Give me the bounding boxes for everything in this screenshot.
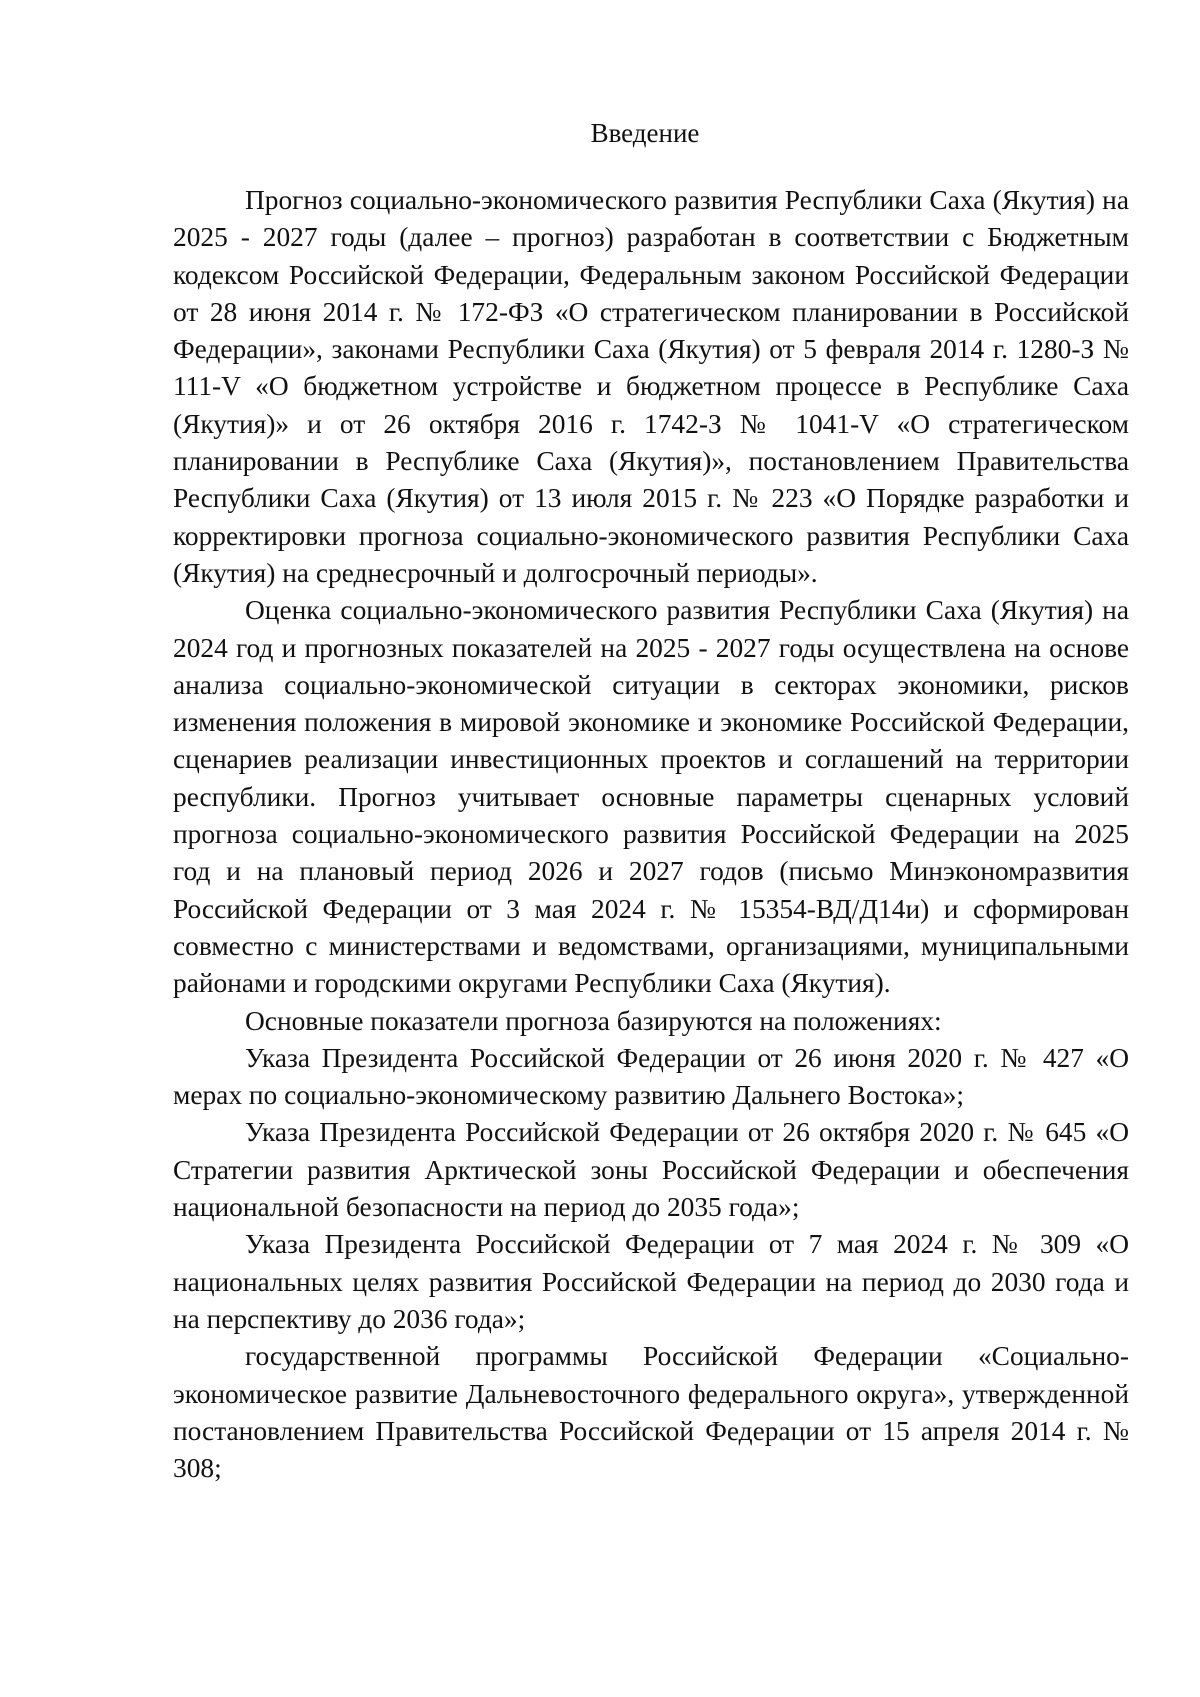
paragraph-assessment: Оценка социально-экономического развития Республики Саха (Якутия) на 2024 год и прогнозных показателей на 2025 - 2027 годы осуществлена на основе анализа социально-экономической ситуации в секторах экономики, рисков изменения положения в мировой экономике и экономике Российской Федерации, сценариев реализации инвестиционных проектов и соглашений на территории республики. Прогноз учитывает основные параметры сценарных условий прогноза социально-экономического развития Российской Федерации на 2025 год и на плановый период 2026 и 2027 годов (письмо Минэкономразвития Российской Федерации от 3 мая 2024 г. № 15354-ВД/Д14и) и сформирован совместно с министерствами и ведомствами, организациями, муниципальными районами и городскими округами Республики Саха (Якутия).: [173, 595, 1129, 999]
document-title: Введение: [590, 118, 700, 148]
document-body: [173, 182, 1129, 1487]
paragraph-decree-427: Указа Президента Российской Федерации от 26 июня 2020 г. № 427 «О мерах по социально-экономическому развитию Дальнего Востока»;: [173, 1042, 1129, 1111]
paragraph-state-program: государственной программы Российской Федерации «Социально-экономическое развитие Дальневосточного федерального округа», утвержденной постановлением Правительства Российской Федерации от 15 апреля 2014 г. № 308;: [173, 1341, 1129, 1484]
paragraph-decree-645: Указа Президента Российской Федерации от 26 октября 2020 г. № 645 «О Стратегии развития Арктической зоны Российской Федерации и обеспечения национальной безопасности на период до 2035 года»;: [173, 1117, 1129, 1223]
paragraph-forecast-basis: Прогноз социально-экономического развития Республики Саха (Якутия) на 2025 - 2027 годы (далее – прогноз) разработан в соответствии с Бюджетным кодексом Российской Федерации, Федеральным законом Российской Федерации от 28 июня 2014 г. № 172-ФЗ «О стратегическом планировании в Российской Федерации», законами Республики Саха (Якутия) от 5 февраля 2014 г. 1280-З № 111-V «О бюджетном устройстве и бюджетном процессе в Республике Саха (Якутия)» и от 26 октября 2016 г. 1742-З № 1041-V «О стратегическом планировании в Республике Саха (Якутия)», постановлением Правительства Республики Саха (Якутия) от 13 июля 2015 г. № 223 «О Порядке разработки и корректировки прогноза социально-экономического развития Республики Саха (Якутия) на среднесрочный и долгосрочный периоды».: [173, 185, 1129, 588]
paragraph-main-indicators: Основные показатели прогноза базируются на положениях:: [245, 1005, 942, 1036]
paragraph-decree-309: Указа Президента Российской Федерации от 7 мая 2024 г. № 309 «О национальных целях развития Российской Федерации на период до 2030 года и на перспективу до 2036 года»;: [173, 1229, 1129, 1334]
